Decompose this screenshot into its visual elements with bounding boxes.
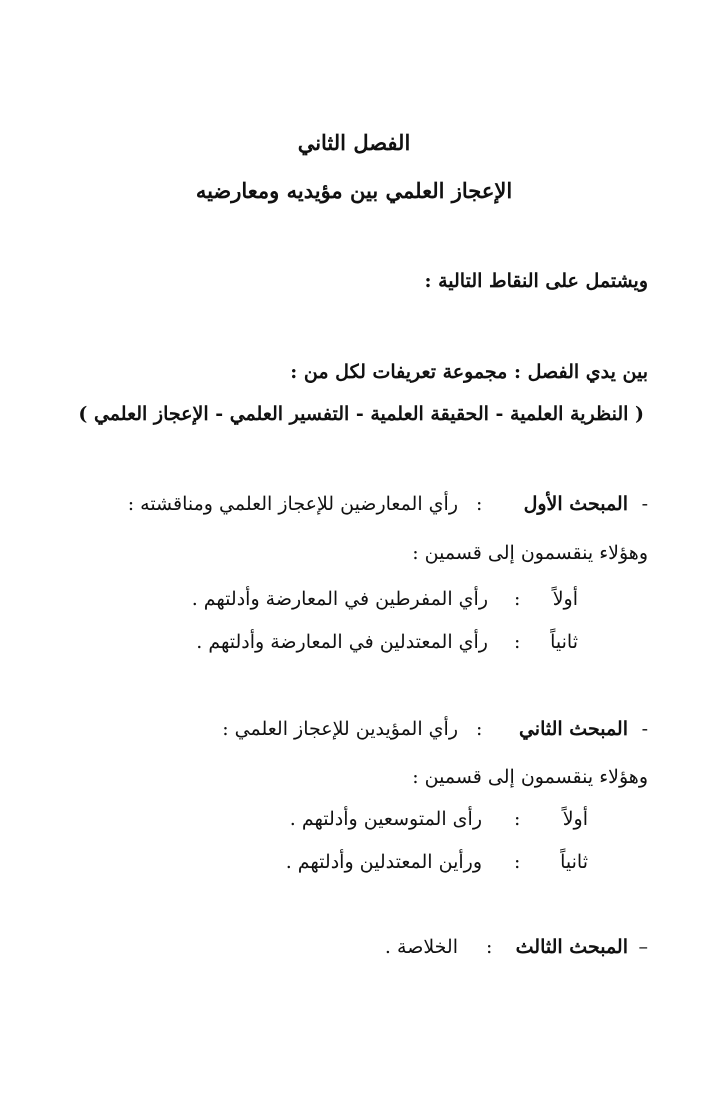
section2-item1-text: رأى المتوسعين وأدلتهم . (289, 808, 482, 830)
section1-text: رأي المعارضين للإعجاز العلمي ومناقشته : (127, 493, 458, 515)
section1-colon: : (476, 493, 483, 515)
section3-label: المبحث الثالث (515, 936, 628, 958)
section2-dash: - (641, 718, 648, 740)
intro-line: ويشتمل على النقاط التالية : (424, 270, 648, 292)
section2-text: رأي المؤيدين للإعجاز العلمي : (222, 718, 458, 740)
section1-item1-colon: : (514, 588, 521, 610)
section3-text: الخلاصة . (384, 936, 458, 958)
preface-definitions: ( النظرية العلمية - الحقيقة العلمية - التفسير العلمي - الإعجاز العلمي ) (78, 403, 644, 425)
section1-dash: - (641, 493, 648, 515)
section1-label: المبحث الأول (523, 493, 628, 515)
section1-item1-label: أولاً (552, 588, 578, 610)
section2-item2-colon: : (514, 851, 521, 873)
section1-item1-text: رأي المفرطين في المعارضة وأدلتهم . (191, 588, 488, 610)
chapter-title: الفصل الثاني (297, 130, 411, 155)
section2-item2-text: ورأين المعتدلين وأدلتهم . (285, 851, 482, 873)
section2-groups: وهؤلاء ينقسمون إلى قسمين : (412, 766, 648, 788)
section1-item2-colon: : (514, 631, 521, 653)
section1-item2-label: ثانياً (550, 631, 578, 653)
section2-item1-label: أولاً (562, 808, 588, 830)
section2-label: المبحث الثاني (518, 718, 628, 740)
section2-item1-colon: : (514, 808, 521, 830)
section3-colon: : (486, 936, 493, 958)
section1-item2-text: رأي المعتدلين في المعارضة وأدلتهم . (196, 631, 488, 653)
section1-groups: وهؤلاء ينقسمون إلى قسمين : (412, 542, 648, 564)
section2-colon: : (476, 718, 483, 740)
chapter-subtitle: الإعجاز العلمي بين مؤيديه ومعارضيه (195, 178, 513, 203)
section3-dash: – (638, 936, 648, 958)
section2-item2-label: ثانياً (560, 851, 588, 873)
preface-line: بين يدي الفصل : مجموعة تعريفات لكل من : (290, 361, 648, 383)
